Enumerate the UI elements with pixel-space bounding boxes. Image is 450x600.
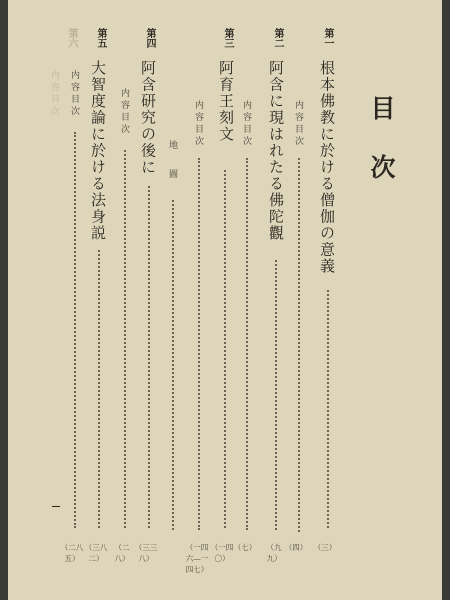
entry-3-page: （一四〇）	[210, 543, 234, 563]
entry-6-number: 第六	[66, 28, 77, 48]
entry-1-page: （三）	[313, 543, 337, 552]
entry-1-subtitle: 内容目次	[293, 100, 303, 148]
entry-2-subtitle: 内容目次	[241, 100, 251, 148]
entry-4-leader	[148, 186, 150, 528]
entry-1-leader	[327, 290, 329, 528]
page-title: 目次	[367, 95, 396, 213]
entry-4-subtitle: 内容目次	[119, 88, 129, 136]
entry-3-leader	[224, 170, 226, 528]
entry-4-sub-leader	[124, 150, 126, 528]
entry-5-subtitle: 内容目次	[69, 70, 79, 118]
entry-2-sub-page: （七）	[233, 543, 257, 552]
book-page	[8, 0, 442, 600]
entry-5-title: 大智度論に於ける法身説	[89, 60, 107, 242]
entry-1-sub-leader	[298, 158, 300, 532]
entry-4-title: 阿含研究の後に	[139, 60, 157, 176]
entry-3-map-leader	[172, 200, 174, 530]
entry-2-leader	[275, 260, 277, 530]
entry-3-number: 第三	[222, 28, 233, 48]
entry-5-leader	[98, 250, 100, 528]
entry-3-map-label: 地圖	[167, 140, 177, 198]
entry-1-number: 第一	[322, 28, 333, 48]
entry-3-sub-leader	[198, 158, 200, 530]
page-mark	[52, 506, 60, 507]
entry-5-sub-page: （二八五）	[60, 543, 84, 563]
entry-1-title: 根本佛教に於ける僧伽の意義	[318, 60, 336, 275]
entry-2-sub-leader	[246, 158, 248, 530]
entry-3-subtitle: 内容目次	[193, 100, 203, 148]
entry-2-number: 第二	[272, 28, 283, 48]
entry-1-sub-page: （四）	[284, 543, 308, 552]
entry-3-sub-page: （一四六—一四七）	[185, 543, 209, 574]
entry-4-number: 第四	[144, 28, 155, 48]
entry-5-sub-leader	[74, 132, 76, 528]
entry-3-title: 阿育王刻文	[217, 60, 235, 143]
entry-5-number: 第五	[95, 28, 106, 48]
entry-5-page: （三八二）	[84, 543, 108, 563]
entry-2-title: 阿含に現はれたる佛陀觀	[267, 60, 285, 242]
entry-4-sub-page: （二八）	[114, 543, 130, 563]
entry-6-subtitle: 内容目次	[49, 70, 59, 118]
entry-2-page: （九九）	[266, 543, 282, 563]
entry-4-page: （三三八）	[134, 543, 158, 563]
